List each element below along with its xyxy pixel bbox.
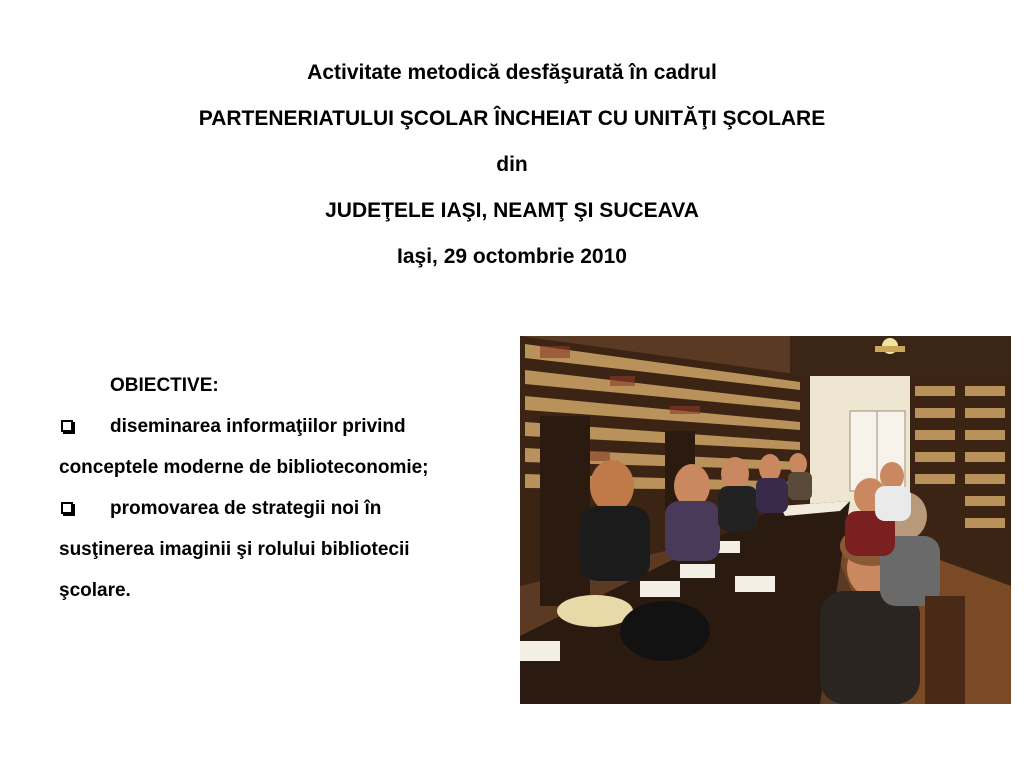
- title-line-5: Iaşi, 29 octombrie 2010: [397, 245, 627, 268]
- objective-2-continuation-1: susţinerea imaginii şi rolului bibliotecii: [59, 539, 410, 560]
- objectives-heading: OBIECTIVE:: [110, 375, 219, 396]
- title-line-4: JUDEŢELE IAŞI, NEAMŢ ŞI SUCEAVA: [325, 199, 699, 222]
- title-line-3: din: [496, 153, 528, 176]
- hollow-square-bullet-icon: [61, 502, 73, 514]
- objectives-list: [59, 372, 509, 618]
- hollow-square-bullet-icon: [61, 420, 73, 432]
- objective-2-text: promovarea de strategii noi în: [110, 498, 382, 519]
- objective-2-continuation-2: şcolare.: [59, 580, 131, 601]
- title-line-1: Activitate metodică desfăşurată în cadrul: [307, 61, 717, 84]
- library-meeting-photo: [520, 336, 1011, 704]
- title-line-2: PARTENERIATULUI ŞCOLAR ÎNCHEIAT CU UNITĂŢI ŞCOLARE: [198, 107, 826, 130]
- objective-1-text: diseminarea informaţiilor privind: [110, 416, 406, 437]
- objective-item-2: [59, 495, 509, 536]
- objective-item-1: [59, 413, 509, 454]
- objective-1-continuation: conceptele moderne de biblioteconomie;: [59, 457, 429, 478]
- photo-illustration: [520, 336, 1011, 704]
- slide-title: [0, 58, 1024, 288]
